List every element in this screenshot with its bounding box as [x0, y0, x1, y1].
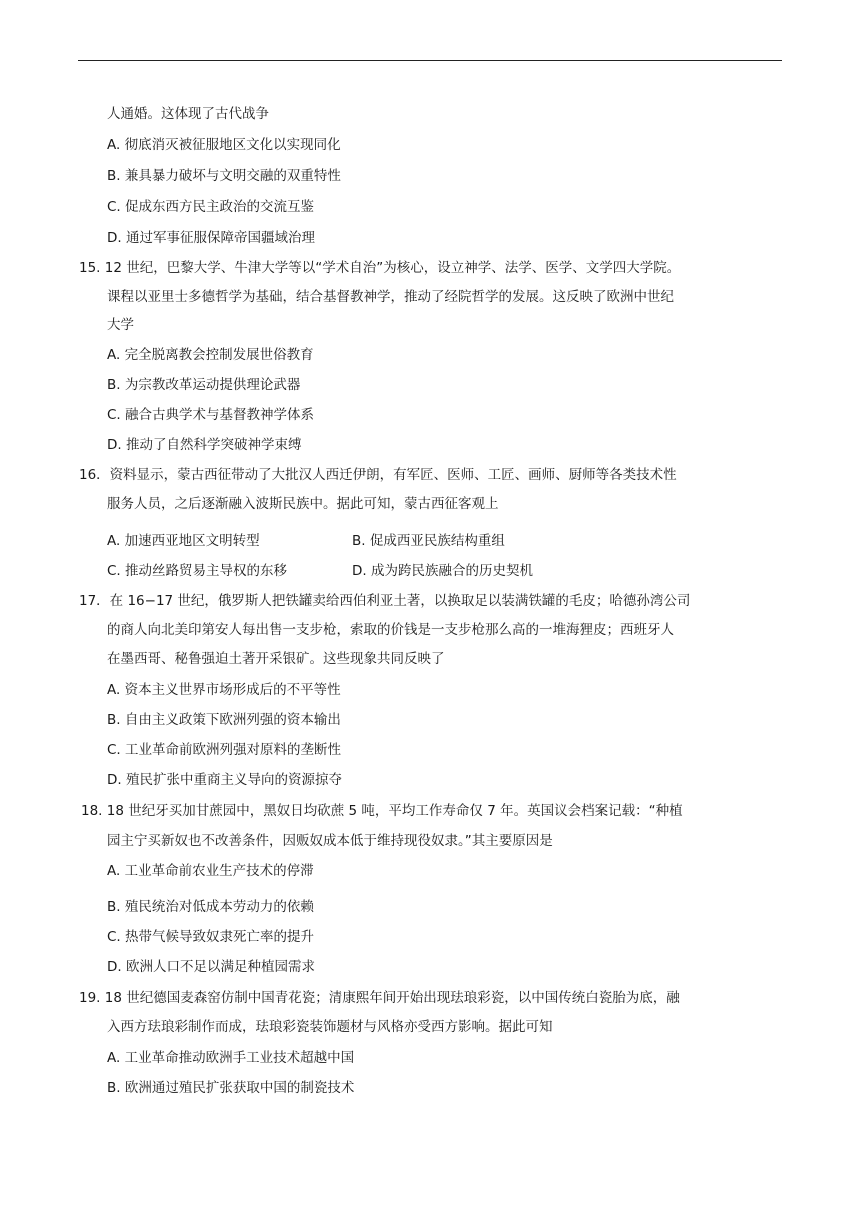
q16-stem-line-2: 服务人员，之后逐渐融入波斯民族中。据此可知，蒙古西征客观上	[107, 496, 499, 512]
q17-stem-line-3: 在墨西哥、秘鲁强迫土著开采银矿。这些现象共同反映了	[107, 651, 445, 667]
q14-option-a: A. 彻底消灭被征服地区文化以实现同化	[107, 137, 341, 153]
q18-option-c: C. 热带气候导致奴隶死亡率的提升	[107, 929, 315, 945]
header-rule	[78, 60, 782, 61]
q16-option-d: D. 成为跨民族融合的历史契机	[352, 563, 533, 579]
q16-option-c: C. 推动丝路贸易主导权的东移	[107, 563, 288, 579]
q14-option-b: B. 兼具暴力破坏与文明交融的双重特性	[107, 168, 341, 184]
q14-option-d: D. 通过军事征服保障帝国疆域治理	[107, 230, 315, 246]
q18-stem-line-1: 18. 18 世纪牙买加甘蔗园中，黑奴日均砍蔗 5 吨，平均工作寿命仅 7 年。英国议会档案记载：“种植	[81, 803, 683, 819]
q15-option-b: B. 为宗教改革运动提供理论武器	[107, 377, 301, 393]
q14-option-c: C. 促成东西方民主政治的交流互鉴	[107, 199, 315, 215]
q17-stem-line-1: 17．在 16−17 世纪，俄罗斯人把铁罐卖给西伯利亚土著，以换取足以装满铁罐的毛皮；哈德孙湾公司	[79, 593, 691, 609]
q18-option-d: D. 欧洲人口不足以满足种植园需求	[107, 959, 315, 975]
q17-stem-line-2: 的商人向北美印第安人每出售一支步枪，索取的价钱是一支步枪那么高的一堆海狸皮；西班牙人	[107, 622, 674, 638]
q19-stem-line-1: 19. 18 世纪德国麦森窑仿制中国青花瓷；清康熙年间开始出现珐琅彩瓷，以中国传统白瓷胎为底，融	[79, 990, 680, 1006]
q15-stem-line-2: 课程以亚里士多德哲学为基础，结合基督教神学，推动了经院哲学的发展。这反映了欧洲中世纪	[107, 289, 674, 305]
q18-option-a: A. 工业革命前农业生产技术的停滞	[107, 863, 314, 879]
q17-option-a: A. 资本主义世界市场形成后的不平等性	[107, 682, 341, 698]
q18-option-b: B. 殖民统治对低成本劳动力的依赖	[107, 899, 314, 915]
q19-option-b: B. 欧洲通过殖民扩张获取中国的制瓷技术	[107, 1080, 355, 1096]
q16-option-b: B. 促成西亚民族结构重组	[352, 533, 505, 549]
q16-stem-line-1: 16．资料显示，蒙古西征带动了大批汉人西迁伊朗，有军匠、医师、工匠、画师、厨师等各类技术性	[79, 467, 677, 483]
q17-option-b: B. 自由主义政策下欧洲列强的资本输出	[107, 712, 341, 728]
q15-stem-line-1: 15. 12 世纪，巴黎大学、牛津大学等以“学术自治”为核心，设立神学、法学、医学、文学四大学院。	[79, 260, 681, 276]
q17-option-c: C. 工业革命前欧洲列强对原料的垄断性	[107, 742, 342, 758]
q19-stem-line-2: 入西方珐琅彩制作而成，珐琅彩瓷装饰题材与风格亦受西方影响。据此可知	[107, 1019, 553, 1035]
q19-option-a: A. 工业革命推动欧洲手工业技术超越中国	[107, 1050, 355, 1066]
q15-stem-line-3: 大学	[107, 317, 134, 333]
q16-option-a: A. 加速西亚地区文明转型	[107, 533, 260, 549]
q17-option-d: D. 殖民扩张中重商主义导向的资源掠夺	[107, 772, 342, 788]
q15-option-c: C. 融合古典学术与基督教神学体系	[107, 407, 315, 423]
q15-option-d: D. 推动了自然科学突破神学束缚	[107, 437, 302, 453]
q15-option-a: A. 完全脱离教会控制发展世俗教育	[107, 347, 314, 363]
q18-stem-line-2: 园主宁买新奴也不改善条件，因贩奴成本低于维持现役奴隶。”其主要原因是	[107, 833, 553, 849]
q14-stem-tail: 人通婚。这体现了古代战争	[107, 106, 269, 122]
